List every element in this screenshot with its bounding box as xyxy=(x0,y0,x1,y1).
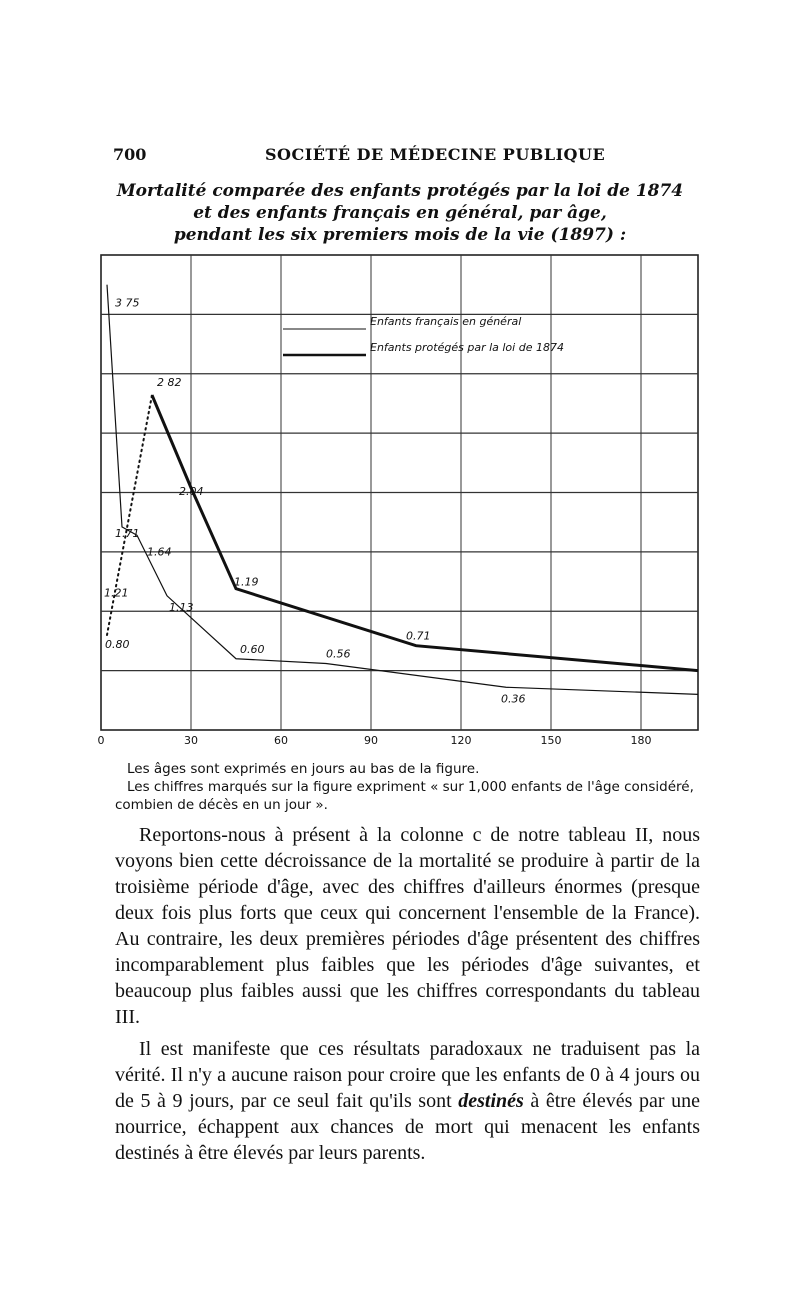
x-tick-label: 90 xyxy=(364,734,378,747)
figure-title-line: Mortalité comparée des enfants protégés par la loi de 1874 xyxy=(116,181,684,201)
data-label: 1.71 xyxy=(115,526,140,540)
data-label: 0.80 xyxy=(105,638,130,651)
data-label: 3 75 xyxy=(115,296,140,310)
data-label: 1.13 xyxy=(169,600,194,614)
body-text xyxy=(115,822,700,1172)
figure-title-line: pendant les six premiers mois de la vie (1897) : xyxy=(173,225,627,245)
data-label: 0.60 xyxy=(240,642,265,656)
mortality-chart xyxy=(0,245,800,750)
legend-label: Enfants protégés par la loi de 1874 xyxy=(370,341,564,354)
data-label: 0.36 xyxy=(501,692,526,706)
x-tick-label: 30 xyxy=(184,734,198,747)
data-label: 0.71 xyxy=(406,629,431,643)
emphasis-text: destinés xyxy=(458,1090,524,1112)
x-tick-label: 150 xyxy=(540,734,562,747)
x-tick-label: 0 xyxy=(97,734,105,747)
data-label: 2 82 xyxy=(157,376,182,390)
caption-line: Les chiffres marqués sur la figure expriment « sur 1,000 enfants de l'âge considéré, combien de décès en un jour ». xyxy=(115,779,694,813)
data-label: 0.56 xyxy=(326,647,351,661)
paragraph: Reportons-nous à présent à la colonne c de notre tableau II, nous voyons bien cette décroissance de la mortalité se produire à partir de la troisième période d'âge, avec des chiffres d'ailleurs énormes (presque deux fois plus forts que ceux qui concernent l'ensemble de la France). Au contraire, les deux premières périodes d'âge présentent des chiffres incomparablement plus faibles que les périodes d'âge suivantes, et beaucoup plus faibles aussi que les chiffres correspondants du tableau III. xyxy=(115,824,700,1028)
legend-label: Enfants français en général xyxy=(370,315,522,328)
figure-caption xyxy=(115,760,705,814)
paragraph-text: à être élevés par une nourrice, échappent aux chances de mort qui menacent les enfants destinés à être élevés par leurs parents. xyxy=(115,1090,700,1164)
x-tick-label: 60 xyxy=(274,734,288,747)
paragraph-text: Il est manifeste que ces résultats paradoxaux ne traduisent pas la vérité. Il n'y a aucune raison pour croire que les enfants de 0 à 4 jours ou de 5 à 9 jours, par ce seul fait qu'ils sont xyxy=(115,1038,700,1112)
data-label: 1.21 xyxy=(104,586,129,600)
data-label: 1.64 xyxy=(147,545,172,559)
page-number: 700 xyxy=(113,145,147,164)
page-header xyxy=(0,145,800,171)
data-label: 2.04 xyxy=(179,484,204,498)
running-head: SOCIÉTÉ DE MÉDECINE PUBLIQUE xyxy=(265,145,606,164)
paragraph xyxy=(115,1036,700,1166)
caption-line: Les âges sont exprimés en jours au bas de la figure. xyxy=(127,761,480,777)
data-label: 1.19 xyxy=(234,575,259,589)
x-tick-label: 120 xyxy=(450,734,472,747)
figure-title xyxy=(100,180,700,246)
figure-title-line: et des enfants français en général, par âge, xyxy=(193,203,607,223)
x-tick-label: 180 xyxy=(630,734,652,747)
